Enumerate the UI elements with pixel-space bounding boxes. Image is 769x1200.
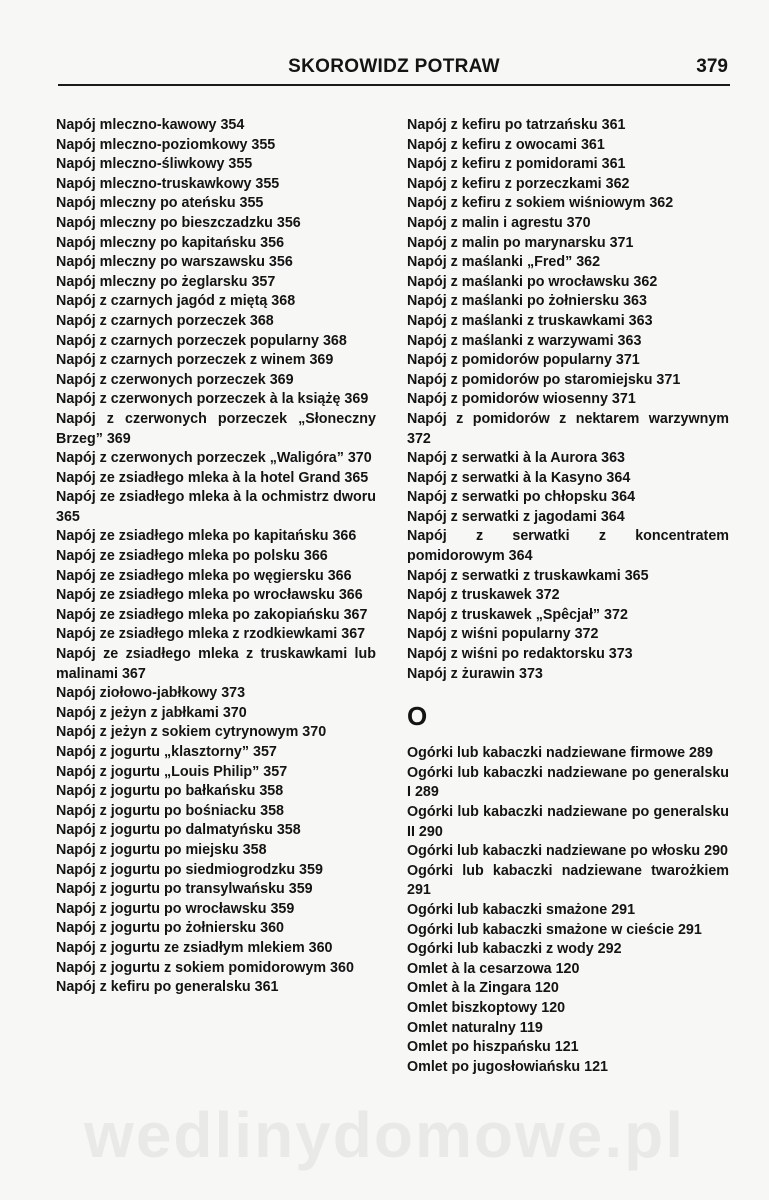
index-entry: Napój z jogurtu po bośniacku 358 bbox=[56, 802, 284, 819]
index-entry: Napój z jogurtu po dalmatyńsku 358 bbox=[56, 822, 301, 839]
index-entry: Napój ze zsiadłego mleka po polsku 366 bbox=[56, 548, 328, 565]
index-entry: Napój z jogurtu ze zsiadłym mlekiem 360 bbox=[56, 939, 333, 956]
index-entry: Napój z kefiru po generalsku 361 bbox=[56, 979, 279, 996]
index-entry: Napój z czerwonych porzeczek „Waligóra” 370 bbox=[56, 450, 372, 467]
index-entry: Omlet naturalny 119 bbox=[407, 1019, 543, 1036]
index-entry: Napój z jogurtu po wrocławsku 359 bbox=[56, 900, 295, 917]
index-entry: Napój z żurawin 373 bbox=[407, 665, 543, 682]
index-entry: Napój ze zsiadłego mleka z rzodkiewkami 367 bbox=[56, 626, 366, 643]
index-entry: Napój ze zsiadłego mleka à la ochmistrz dworu 365 bbox=[56, 489, 376, 525]
index-entry: Napój z pomidorów popularny 371 bbox=[407, 352, 640, 369]
index-entry: Napój z maślanki „Fred” 362 bbox=[407, 254, 601, 271]
index-entry: Napój z truskawek 372 bbox=[407, 587, 560, 604]
index-entry: Napój z kefiru po tatrzańsku 361 bbox=[407, 117, 626, 133]
index-column-left bbox=[56, 116, 376, 998]
index-entry: Napój mleczny po żeglarsku 357 bbox=[56, 273, 276, 290]
page-header bbox=[58, 54, 730, 86]
index-entry: Napój z serwatki z truskawkami 365 bbox=[407, 567, 649, 584]
index-entry: Napój z jogurtu „klasztorny” 357 bbox=[56, 744, 277, 760]
index-entry: Napój mleczno-truskawkowy 355 bbox=[56, 175, 280, 192]
index-entry: Ogórki lub kabaczki nadziewane po generalsku II 290 bbox=[407, 804, 729, 840]
index-entry: Napój mleczny po bieszczadzku 356 bbox=[56, 214, 301, 231]
index-entry: Omlet po jugosłowiańsku 121 bbox=[407, 1058, 608, 1075]
index-entry: Ogórki lub kabaczki z wody 292 bbox=[407, 941, 622, 958]
index-entry: Napój z jogurtu po miejsku 358 bbox=[56, 841, 267, 858]
index-entry: Omlet à la cesarzowa 120 bbox=[407, 960, 580, 977]
index-entry: Napój mleczny po kapitańsku 356 bbox=[56, 234, 285, 251]
watermark: wedlinydomowe.pl bbox=[84, 1099, 685, 1171]
index-entry: Napój z serwatki à la Aurora 363 bbox=[407, 450, 625, 467]
index-entry: Ogórki lub kabaczki nadziewane po generalsku I 289 bbox=[407, 764, 729, 801]
index-entry: Napój z pomidorów z nektarem warzywnym 372 bbox=[407, 410, 729, 447]
index-entry: Napój z pomidorów po staromiejsku 371 bbox=[407, 371, 681, 388]
index-entry: Napój z jeżyn z jabłkami 370 bbox=[56, 704, 247, 721]
index-entry: Ogórki lub kabaczki nadziewane po włosku 290 bbox=[407, 843, 728, 860]
index-entry: Napój z pomidorów wiosenny 371 bbox=[407, 391, 636, 408]
index-entry: Omlet à la Zingara 120 bbox=[407, 980, 559, 997]
page-title: SKOROWIDZ POTRAW bbox=[288, 56, 500, 77]
index-entry: Napój z maślanki z truskawkami 363 bbox=[407, 312, 653, 329]
page-number: 379 bbox=[696, 56, 728, 77]
index-entry: Napój z malin i agrestu 370 bbox=[407, 214, 591, 231]
index-entry: Napój mleczno-kawowy 354 bbox=[56, 117, 245, 133]
index-entry: Napój ze zsiadłego mleka po kapitańsku 366 bbox=[56, 528, 357, 545]
index-entry: Napój ze zsiadłego mleka po zakopiańsku 367 bbox=[56, 606, 368, 623]
index-entry: Napój z czarnych porzeczek popularny 368 bbox=[56, 332, 347, 349]
index-entry: Napój z kefiru z sokiem wiśniowym 362 bbox=[407, 195, 674, 212]
index-entry: Omlet po hiszpańsku 121 bbox=[407, 1039, 579, 1056]
index-entry: Napój mleczny po warszawsku 356 bbox=[56, 254, 293, 271]
index-entry: Napój z maślanki po żołniersku 363 bbox=[407, 293, 647, 310]
index-entry: Napój z serwatki à la Kasyno 364 bbox=[407, 469, 631, 486]
index-entry: Napój ze zsiadłego mleka à la hotel Grand 365 bbox=[56, 469, 369, 486]
section-letter: O bbox=[407, 701, 428, 732]
index-entry: Napój z malin po marynarsku 371 bbox=[407, 234, 634, 251]
index-entry: Napój ze zsiadłego mleka po węgiersku 366 bbox=[56, 567, 352, 584]
index-entry: Napój z czarnych jagód z miętą 368 bbox=[56, 293, 296, 310]
index-entry: Napój z maślanki z warzywami 363 bbox=[407, 332, 642, 349]
index-entry: Napój z serwatki z jagodami 364 bbox=[407, 508, 625, 525]
index-entry: Napój ze zsiadłego mleka po wrocławsku 366 bbox=[56, 587, 363, 604]
index-entry: Ogórki lub kabaczki smażone 291 bbox=[407, 901, 636, 918]
index-entry: Napój z kefiru z pomidorami 361 bbox=[407, 156, 626, 173]
index-entry: Napój z kefiru z owocami 361 bbox=[407, 136, 605, 153]
index-entry: Napój z truskawek „Spêcjał” 372 bbox=[407, 606, 628, 623]
index-entry: Napój z jogurtu po żołniersku 360 bbox=[56, 920, 284, 937]
index-entry: Napój z czerwonych porzeczek „Słoneczny Brzeg” 369 bbox=[56, 410, 376, 447]
index-entry: Napój z czerwonych porzeczek 369 bbox=[56, 371, 294, 388]
index-entry: Napój mleczno-poziomkowy 355 bbox=[56, 136, 276, 153]
index-entry: Napój z czarnych porzeczek z winem 369 bbox=[56, 352, 334, 369]
index-entry: Napój z jogurtu z sokiem pomidorowym 360 bbox=[56, 959, 354, 976]
index-entry: Omlet biszkoptowy 120 bbox=[407, 999, 566, 1016]
index-column-right bbox=[407, 116, 729, 1077]
index-entry: Napój ziołowo-jabłkowy 373 bbox=[56, 685, 246, 702]
index-entry: Napój z kefiru z porzeczkami 362 bbox=[407, 175, 630, 192]
index-entry: Napój z czarnych porzeczek 368 bbox=[56, 312, 274, 329]
index-entry: Napój z wiśni po redaktorsku 373 bbox=[407, 646, 633, 663]
index-entry: Ogórki lub kabaczki nadziewane twarożkiem 291 bbox=[407, 862, 729, 899]
index-entry: Napój z serwatki z koncentratem pomidorowym 364 bbox=[407, 528, 729, 565]
index-entry: Napój z czerwonych porzeczek à la książę 369 bbox=[56, 391, 369, 408]
index-entry: Napój z wiśni popularny 372 bbox=[407, 626, 599, 643]
index-entry: Napój ze zsiadłego mleka z truskawkami lub malinami 367 bbox=[56, 646, 376, 682]
index-entry: Napój mleczny po ateńsku 355 bbox=[56, 195, 264, 212]
index-entry: Napój z jogurtu „Louis Philip” 357 bbox=[56, 763, 288, 780]
index-entry: Napój z maślanki po wrocławsku 362 bbox=[407, 273, 658, 290]
index-entry: Napój z jogurtu po bałkańsku 358 bbox=[56, 783, 284, 800]
index-entry: Ogórki lub kabaczki smażone w cieście 291 bbox=[407, 921, 702, 938]
index-entry: Ogórki lub kabaczki nadziewane firmowe 289 bbox=[407, 745, 713, 762]
index-entry: Napój z jeżyn z sokiem cytrynowym 370 bbox=[56, 724, 327, 741]
index-entry: Napój mleczno-śliwkowy 355 bbox=[56, 156, 253, 173]
index-entry: Napój z jogurtu po siedmiogrodzku 359 bbox=[56, 861, 323, 878]
index-entry: Napój z jogurtu po transylwańsku 359 bbox=[56, 881, 313, 898]
index-entry: Napój z serwatki po chłopsku 364 bbox=[407, 489, 636, 506]
